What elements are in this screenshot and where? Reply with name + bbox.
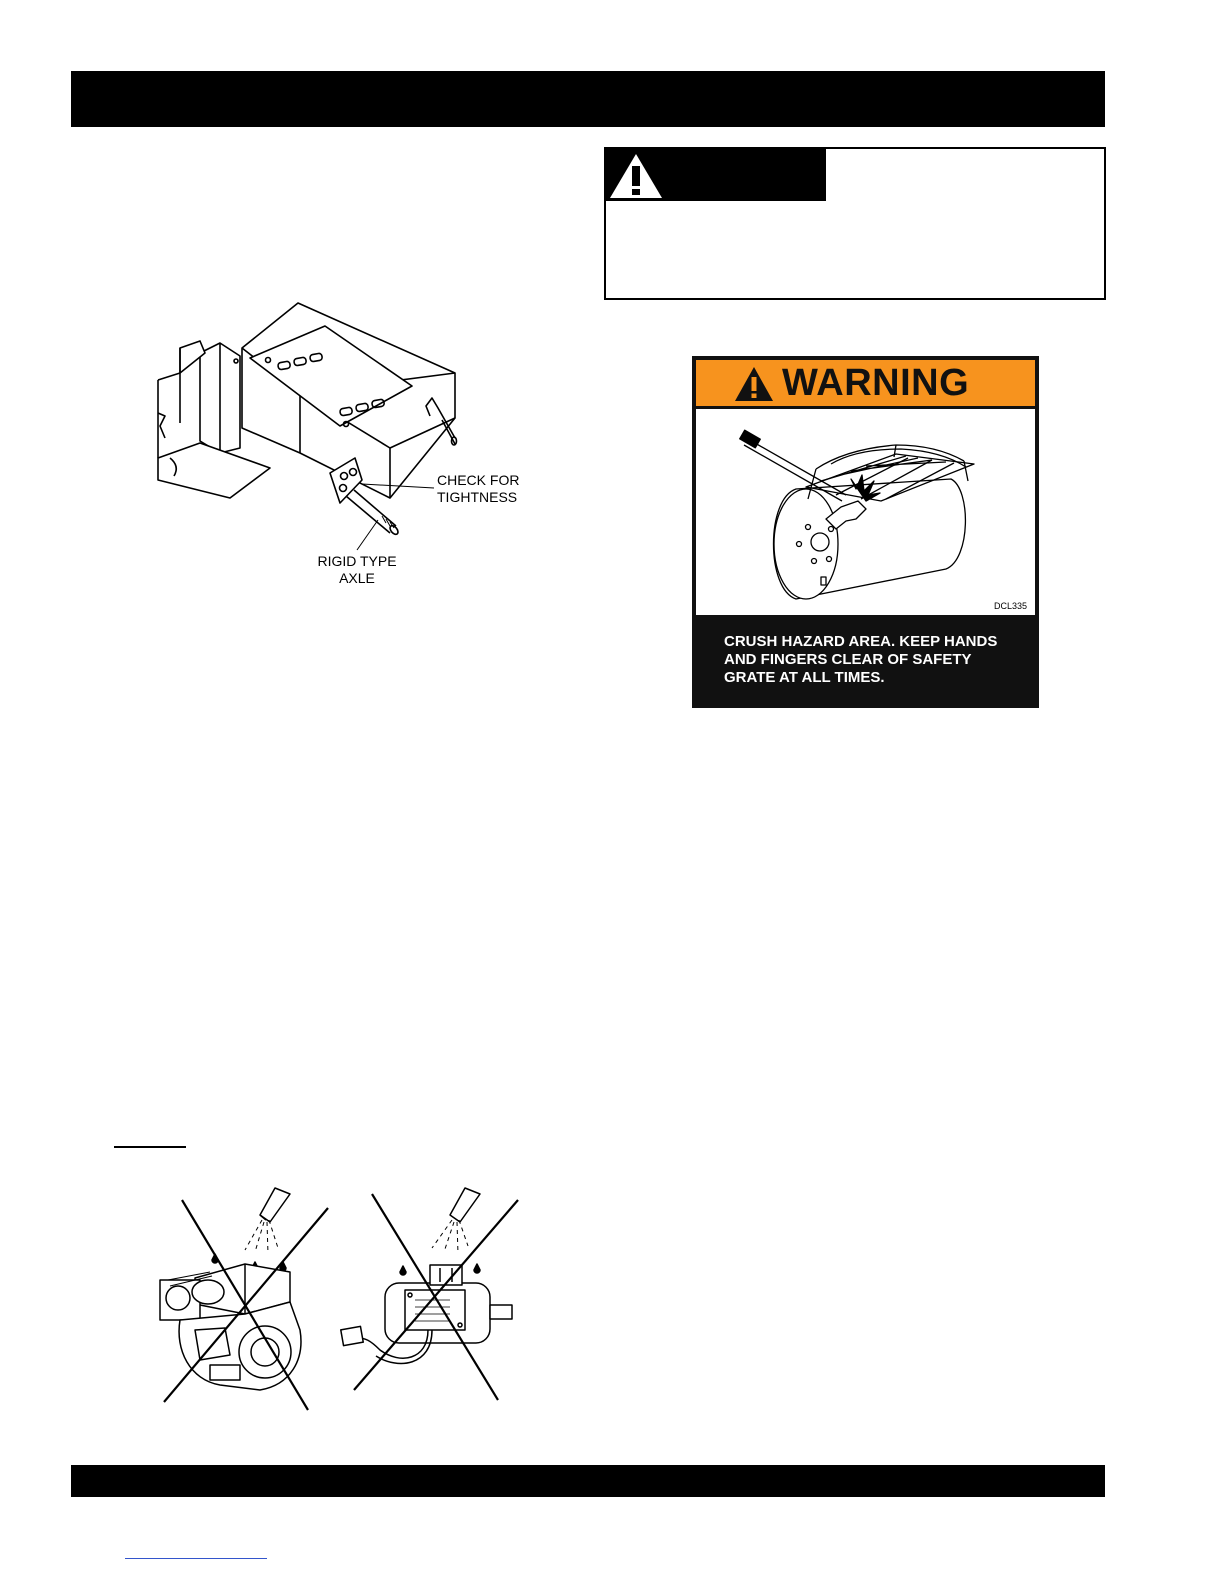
- callout-axle-line-2: AXLE: [339, 570, 375, 586]
- no-water-engine-illustration: [150, 1180, 340, 1415]
- decal-code: DCL335: [993, 601, 1027, 611]
- exclamation-icon: [608, 152, 664, 200]
- safety-notice-header: [606, 149, 826, 201]
- no-water-motor-illustration: [340, 1180, 530, 1415]
- decal-banner-text: WARNING: [782, 362, 970, 404]
- footer-bar: [71, 1465, 1105, 1497]
- decal-hazard-illustration: [696, 409, 1035, 615]
- decal-message-line-3: GRATE AT ALL TIMES.: [724, 669, 885, 686]
- decal-banner: [696, 360, 1035, 406]
- footer-link-underline[interactable]: [125, 1558, 267, 1559]
- callout-axle-line-1: RIGID TYPE: [317, 553, 397, 569]
- callout-check-line-1: CHECK FOR: [437, 472, 520, 488]
- callout-rigid-axle: [312, 553, 402, 587]
- safety-notice-box: [604, 147, 1106, 300]
- crush-hazard-drum-drawing: [696, 409, 1035, 615]
- warning-decal: [692, 356, 1039, 708]
- decal-message-line-1: CRUSH HAZARD AREA. KEEP HANDS: [724, 633, 998, 650]
- callout-check-line-2: TIGHTNESS: [437, 489, 518, 505]
- section-heading-underline: [114, 1146, 186, 1148]
- decal-message: [724, 633, 1024, 687]
- callout-check-tightness: [437, 472, 519, 506]
- decal-message-line-2: AND FINGERS CLEAR OF SAFETY: [724, 651, 972, 668]
- header-bar: [71, 71, 1105, 127]
- warning-triangle-icon: [734, 366, 774, 402]
